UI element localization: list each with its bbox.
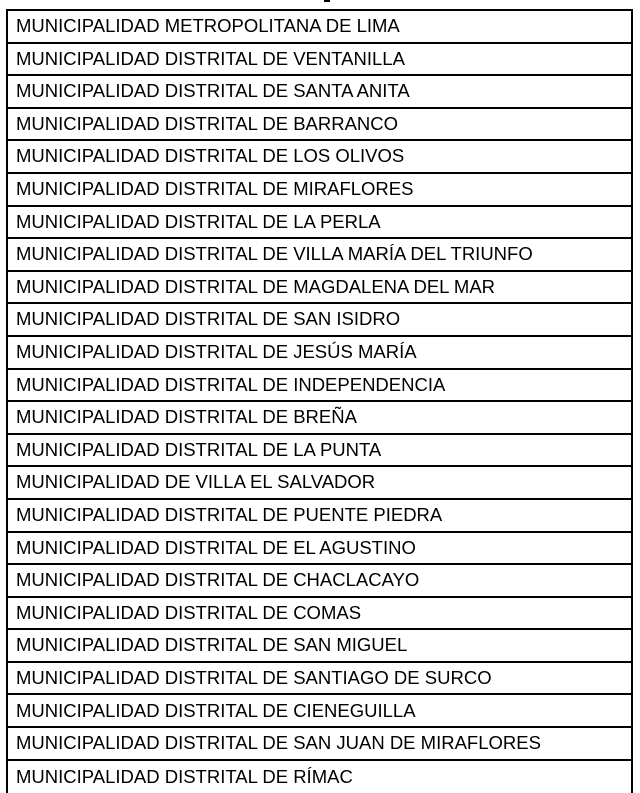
table-row: MUNICIPALIDAD DISTRITAL DE VENTANILLA: [8, 44, 631, 77]
table-row: MUNICIPALIDAD DISTRITAL DE BREÑA: [8, 402, 631, 435]
table-row: MUNICIPALIDAD DISTRITAL DE INDEPENDENCIA: [8, 370, 631, 403]
table-row: MUNICIPALIDAD DISTRITAL DE SAN MIGUEL: [8, 630, 631, 663]
table-row: MUNICIPALIDAD DISTRITAL DE SAN JUAN DE MIRAFLORES: [8, 728, 631, 761]
table-row: MUNICIPALIDAD DISTRITAL DE RÍMAC: [16, 765, 353, 787]
table-row: MUNICIPALIDAD DISTRITAL DE SANTIAGO DE SURCO: [8, 663, 631, 696]
municipalities-table: [6, 9, 633, 793]
table-row: MUNICIPALIDAD DISTRITAL DE MAGDALENA DEL MAR: [8, 272, 631, 305]
table-row: MUNICIPALIDAD DE VILLA EL SALVADOR: [8, 467, 631, 500]
table-row: MUNICIPALIDAD DISTRITAL DE SANTA ANITA: [8, 76, 631, 109]
table-row: MUNICIPALIDAD DISTRITAL DE LOS OLIVOS: [8, 141, 631, 174]
table-row: MUNICIPALIDAD DISTRITAL DE EL AGUSTINO: [8, 533, 631, 566]
table-row: MUNICIPALIDAD DISTRITAL DE LA PUNTA: [8, 435, 631, 468]
table-row: MUNICIPALIDAD DISTRITAL DE BARRANCO: [8, 109, 631, 142]
table-row: MUNICIPALIDAD METROPOLITANA DE LIMA: [8, 11, 631, 44]
table-row: MUNICIPALIDAD DISTRITAL DE JESÚS MARÍA: [8, 337, 631, 370]
table-row: MUNICIPALIDAD DISTRITAL DE SAN ISIDRO: [8, 304, 631, 337]
table-row: MUNICIPALIDAD DISTRITAL DE CHACLACAYO: [8, 565, 631, 598]
table-row: MUNICIPALIDAD DISTRITAL DE CIENEGUILLA: [8, 695, 631, 728]
table-row: MUNICIPALIDAD DISTRITAL DE COMAS: [8, 598, 631, 631]
table-row: MUNICIPALIDAD DISTRITAL DE VILLA MARÍA DEL TRIUNFO: [8, 239, 631, 272]
top-dash-mark: [324, 0, 330, 2]
table-row: MUNICIPALIDAD DISTRITAL DE MIRAFLORES: [8, 174, 631, 207]
table-row: MUNICIPALIDAD DISTRITAL DE PUENTE PIEDRA: [8, 500, 631, 533]
table-row: MUNICIPALIDAD DISTRITAL DE LA PERLA: [8, 207, 631, 240]
